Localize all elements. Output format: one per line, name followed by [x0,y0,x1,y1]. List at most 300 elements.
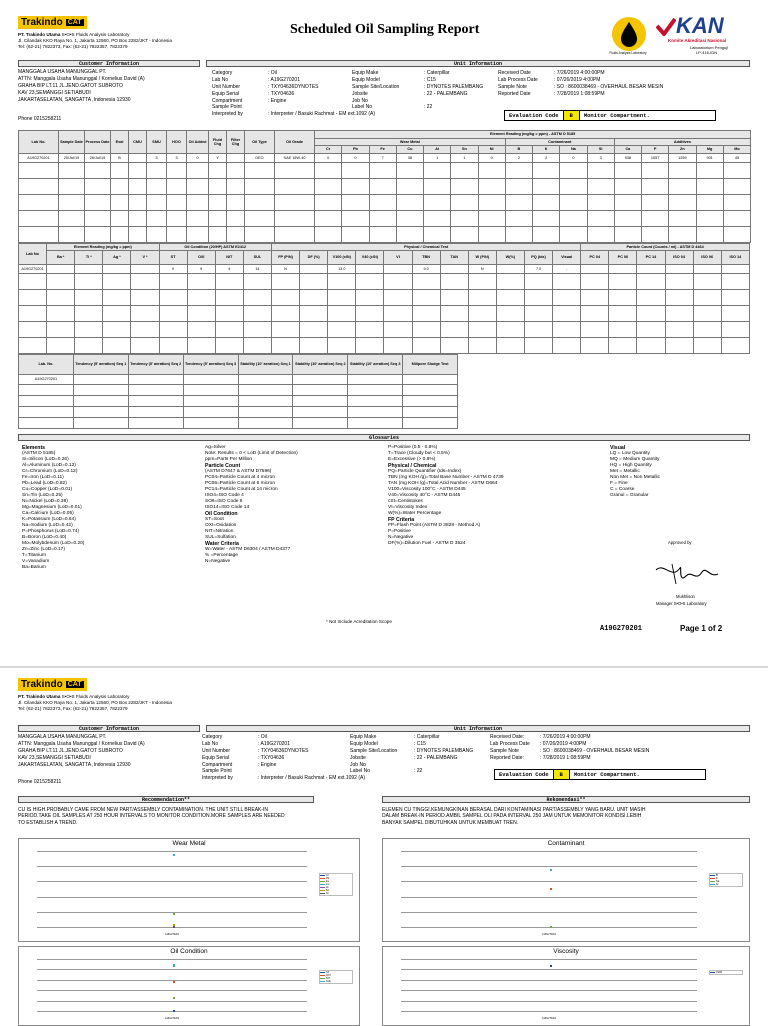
gridline [37,897,307,898]
column-header: Mg [696,146,723,154]
glossary-item: N=Negative [205,559,231,564]
table-cell [271,322,299,338]
gridline [37,912,307,913]
legend-swatch [320,981,325,982]
table-cell [384,322,412,338]
table-header-row [19,355,458,375]
table-cell [696,211,723,227]
column-header: B [505,146,532,154]
table-cell [614,163,641,179]
table-row [19,375,458,385]
table-cell [396,211,423,227]
gridline [401,990,697,991]
gridline [401,912,697,913]
viscosity-chart [382,946,750,1026]
table-cell [424,179,451,195]
table-cell [342,163,369,179]
table-row [19,154,751,163]
table-cell: 0 [159,265,187,274]
table-cell [587,163,614,179]
table-cell: SAE 15W-40 [275,154,315,163]
glossary-item: Ag=Silver [205,445,226,450]
column-header: Stability (10' aeration) Seq 2 [293,355,348,375]
table-cell [496,338,524,354]
table-cell [328,290,356,306]
glossary-item: ppm=Parts Per Million [205,457,253,462]
table-cell [271,338,299,354]
glossary-item: N=Negative [388,535,414,540]
column-group-header: Element Reading (mg/kg = ppm) - ASTM D 5185 [315,131,751,139]
table-cell [19,211,59,227]
table-cell [609,306,637,322]
table-cell [721,338,749,354]
table-cell [183,407,238,418]
table-cell [723,179,750,195]
table-cell [369,163,396,179]
table-cell [614,179,641,195]
table-cell [131,338,159,354]
legend-item [320,892,352,895]
legend-item [710,971,742,974]
table-row-empty [19,338,750,354]
table-cell [111,163,129,179]
table-cell: 9.0 [412,265,440,274]
table-cell [637,290,665,306]
column-header: Oil Grade [275,131,315,154]
table-cell [187,290,215,306]
table-cell [560,179,587,195]
column-header: V40 (cSt) [356,251,384,265]
table-cell [696,227,723,243]
data-point [173,913,175,915]
table-cell [19,322,47,338]
column-header: Tendency (5' aeration) Seq 2 [128,355,183,375]
column-group-header: Particle Count (Counts / ml) - ASTM D 4464 [581,244,750,251]
table-cell [581,290,609,306]
table-cell [693,274,721,290]
table-cell: 9 [187,265,215,274]
table-cell [227,227,245,243]
glossary-item: PC04=Particle Count at 4 micron [205,475,275,480]
glossary-item: cSt=Centistokes [388,499,423,504]
table-cell [721,274,749,290]
table-cell [243,274,271,290]
gridline [401,851,697,852]
table-cell [209,163,227,179]
table-cell [243,290,271,306]
gridline [37,1011,307,1012]
table-cell [103,265,131,274]
table-cell: N [271,265,299,274]
table-cell: 20/Jul/19 [59,154,85,163]
table-cell [215,306,243,322]
table-cell [47,274,75,290]
data-point [550,888,552,890]
gridline [37,959,307,960]
table-cell [227,163,245,179]
table-cell [669,179,696,195]
column-header: Fe [369,146,396,154]
legend-label: Cu [326,883,330,887]
glossary-item: Fe=Iron (LoD=0.11) [22,475,64,480]
table-cell [243,322,271,338]
table-row-empty [19,290,750,306]
glossary-item: K=Potassium (LoD=0.64) [22,517,76,522]
table-cell [384,338,412,354]
table-row-empty [19,195,751,211]
column-header: Ca [614,146,641,154]
table-cell [47,290,75,306]
column-header: Stability (10' aeration) Seq 3 [348,355,403,375]
unit-values-col2-p2: : Caterpillar : C15 : DYNOTES PALEMBANG : 22 - PALEMBANG : 22 [414,734,474,775]
column-header: V * [131,251,159,265]
table-cell [47,338,75,354]
table-row-empty [19,418,458,429]
table-cell [412,338,440,354]
table-cell [238,407,293,418]
table-cell [131,265,159,274]
glossary-item: HQ = High Quantity [610,463,652,468]
table-cell [47,306,75,322]
table-cell [496,290,524,306]
glossary-item: PC14=Particle Count at 14 micron [205,487,278,492]
glossary-col-elements [22,445,84,571]
glossary-col-physical [388,445,504,547]
legend-label: B [716,874,718,878]
table-cell [128,385,183,396]
oil-condition-chart [18,946,360,1026]
table-cell [693,265,721,274]
table-cell [533,195,560,211]
column-header: Mo [723,146,750,154]
glossary-item: Cu=Copper (LoD=0.01) [22,487,73,492]
plot-area [401,959,697,1009]
table-cell [315,179,342,195]
table-cell [19,407,74,418]
glossary-item: ISO4=ISO Code 4 [205,493,244,498]
legend-label: Pb [326,877,330,881]
acreditation-note: * Not Include Acreditation Scope [326,619,392,624]
table-cell [369,227,396,243]
table-cell [128,396,183,407]
table-cell [642,227,669,243]
table-cell [614,211,641,227]
column-header: NIT [215,251,243,265]
table-cell [275,227,315,243]
table-cell [328,306,356,322]
table-cell [348,375,403,385]
column-header: Cu [396,146,423,154]
glossary-heading: Visual [610,445,626,451]
table-cell [167,179,187,195]
legend-label: Na [716,880,720,884]
table-cell [293,396,348,407]
table-cell: A19G270201 [19,265,47,274]
table-cell: 901 [696,154,723,163]
glossary-item: Note: Results = 0 < LoD (Limit of Detection) [205,451,298,456]
column-header: PC 04 [581,251,609,265]
column-header: OXI [187,251,215,265]
table-cell [478,179,505,195]
table-cell [533,227,560,243]
table-cell [356,265,384,274]
gridline [37,927,307,928]
table-cell [245,179,275,195]
glossary-item: (ASTM D7647 & ASTM D7596) [205,469,272,474]
table-cell [723,163,750,179]
glossary-item: W(%)=Water Percentage [388,511,442,516]
table-cell [19,396,74,407]
column-header: PC 14 [637,251,665,265]
x-tick-label: A19G270201 [542,933,557,936]
table-cell: 1 [451,154,478,163]
column-header: W(%) [496,251,524,265]
table-cell [496,322,524,338]
table-cell [524,290,552,306]
glossary-item: Mo=Molybdenum (LoD=0.20) [22,541,85,546]
table-cell [111,227,129,243]
table-cell [103,274,131,290]
table-cell [348,396,403,407]
column-header: SMU [147,131,167,154]
legend-swatch [320,881,325,882]
evaluation-code: B [563,111,580,120]
table-cell [300,338,328,354]
customer-address: MANGGALA USAHA MANUNGGAL PT. ATTN: Manggala Usaha Manunggal / Kornelius David (A) GRAHA BIP LT.11 JL.JEND.GATOT SUBROTO KAV 23,SEMANGGI SETIABUDI JAKARTASELATAN, SANGATTA ,Indonesia 12930 [18,69,145,103]
table-cell [384,306,412,322]
table-cell [85,227,111,243]
table-cell [73,407,128,418]
legend-item [320,980,352,983]
table-cell [300,306,328,322]
gridline [37,980,307,981]
column-header: TAN [440,251,468,265]
glossary-item: (ASTM D 5185) [22,451,56,456]
foam-test-table [18,354,458,429]
table-cell [19,290,47,306]
glossary-item: SUL=Sulfation [205,535,236,540]
table-cell [19,338,47,354]
column-header: Tendency (5' aeration) Seq 1 [73,355,128,375]
table-cell: 0 [187,154,209,163]
table-cell [167,195,187,211]
table-cell [637,274,665,290]
table-cell [696,179,723,195]
table-cell [227,154,245,163]
table-cell [533,163,560,179]
table-cell [328,338,356,354]
table-cell [147,211,167,227]
table-cell [369,211,396,227]
column-group-header: Contaminant [505,139,614,146]
table-cell [609,274,637,290]
table-row-empty [19,163,751,179]
table-cell [75,338,103,354]
kan-logo: Fluids Analysis Laboratory KAN Komite Akreditasi Nasional Laboratorium Penguji LP-416-IDN [606,14,766,60]
table-cell: A19G270201 [19,375,74,385]
table-cell [187,274,215,290]
table-cell: 938 [614,154,641,163]
table-cell [103,338,131,354]
gridline [401,1001,697,1002]
table-cell [396,227,423,243]
legend-label: Sn [326,889,330,893]
table-cell [103,306,131,322]
table-cell [159,274,187,290]
glossary-item: TAN (mg KOH /g)=Total Acid Number - ASTM D664 [388,481,498,486]
unit-values-col2: : Caterpillar : C15 : DYNOTES PALEMBANG : 22 - PALEMBANG : 22 [424,70,484,111]
table-cell [183,396,238,407]
table-cell [468,274,496,290]
legend-swatch [710,875,715,876]
legend-swatch [320,972,325,973]
table-cell [227,195,245,211]
legend-label: V100 [716,971,723,975]
legend-label: Fe [326,880,330,884]
table-cell [581,274,609,290]
table-cell [587,179,614,195]
table-cell [59,227,85,243]
table-cell [609,290,637,306]
table-row-empty [19,385,458,396]
column-header: Oil Added [187,131,209,154]
table-cell [209,227,227,243]
data-point [550,869,552,871]
table-cell [609,338,637,354]
table-cell [665,274,693,290]
customer-phone-p2: Phone 0215258211 [18,779,62,785]
table-cell [693,290,721,306]
table-cell [293,385,348,396]
table-cell: 7 [369,154,396,163]
column-header: TBN [412,251,440,265]
contaminant-chart [382,838,750,942]
table-cell [167,227,187,243]
kan-check-icon [656,18,676,36]
table-cell [403,407,458,418]
chart-title: Wear Metal [172,840,206,847]
column-header: DF (%) [300,251,328,265]
table-cell [581,338,609,354]
table-cell [159,322,187,338]
table-cell [356,274,384,290]
column-header: Na [560,146,587,154]
table-cell: A19G270201 [19,154,59,163]
table-cell [524,306,552,322]
table-cell [505,227,532,243]
unit-values-col3-p2: : 7/26/2019 4:00:00PM : 07/26/2019 4:00PM : SO : 8600038469 - OVERHAUL BESAR MESIN : 7/28/2019 1:08:59PM [540,734,650,761]
table-cell [451,195,478,211]
table-cell [478,163,505,179]
glossary-item: Si=Silicon (LoD=0.26) [22,457,69,462]
table-cell [187,211,209,227]
column-header: Process Date [85,131,111,154]
glossary-item: W=Water - ASTM D6304 / ASTM D4377 [205,547,291,552]
table-cell [129,227,147,243]
legend-item [710,883,742,886]
chart-legend [709,970,743,975]
table-cell [581,306,609,322]
table-cell [73,396,128,407]
table-cell [342,227,369,243]
gridline [37,1001,307,1002]
table-cell: 3 [587,154,614,163]
table-cell [451,211,478,227]
table-cell [19,195,59,211]
page-divider [0,666,768,668]
table-cell [505,211,532,227]
data-point [550,926,552,928]
table-cell [533,179,560,195]
legend-swatch [710,972,715,973]
glossary-item: Al=Aluminum (LoD=0.12) [22,463,76,468]
table-cell [581,265,609,274]
table-cell [723,195,750,211]
column-header: SUL [243,251,271,265]
table-cell [669,163,696,179]
table-cell [369,179,396,195]
table-cell [356,322,384,338]
table-cell [553,274,581,290]
rekomendasi-text: ELEMEN CU TINGGI.KEMUNGKINAN BERASAL DARI KONTAMINASI PART/ASSEMBLY YANG BARU. UNIT MASIH DALAM BREAK-IN PERIOD.AMBIL SAMPEL OLI PADA INTERVAL 250 JAM UNTUK MEMONITOR KONDISI.LEBIH BANYAK SAMPEL DIBUTUHKAN UNTUK MEMBUAT TREN. [382,807,646,826]
signer-name: Mukhlison [676,594,695,599]
table-cell [129,154,147,163]
table-cell [111,195,129,211]
table-cell: N [468,265,496,274]
table-cell [440,338,468,354]
table-cell [238,396,293,407]
legend-swatch [320,975,325,976]
table-cell [215,338,243,354]
table-cell [147,179,167,195]
table-cell [553,338,581,354]
table-cell [238,385,293,396]
table-cell: 13.0 [328,265,356,274]
table-cell [348,385,403,396]
x-tick-label: A19G270201 [165,933,180,936]
glossary-item: ST=Soot [205,517,224,522]
table-cell [403,385,458,396]
glossary-item: Non Met = Non Metallic [610,475,660,480]
table-cell [384,265,412,274]
table-cell [85,179,111,195]
table-cell [642,195,669,211]
table-row-empty [19,407,458,418]
column-header: ISO 06 [693,251,721,265]
column-header: Si [587,146,614,154]
table-cell [468,290,496,306]
evaluation-code-box-p2: Evaluation Code B Monitor Compartment. [494,769,706,780]
table-cell [524,274,552,290]
glossaries-header: Glossaries [18,434,750,441]
table-cell [103,290,131,306]
table-cell [73,418,128,429]
table-cell [315,227,342,243]
table-cell [396,195,423,211]
unit-values-col1: : Oil : A19G270201 : TXY04636DYNOTES : TXY04636 : Engine : Interpreter / Basuki Rachmat - EM ext.1092 (A) [268,70,375,118]
table-cell [524,322,552,338]
table-cell [215,290,243,306]
column-header: K [533,146,560,154]
table-cell [396,163,423,179]
table-cell [356,306,384,322]
table-row-empty [19,396,458,407]
table-cell [245,227,275,243]
table-cell [696,195,723,211]
table-cell [505,163,532,179]
table-cell [524,338,552,354]
legend-label: K [716,877,718,881]
